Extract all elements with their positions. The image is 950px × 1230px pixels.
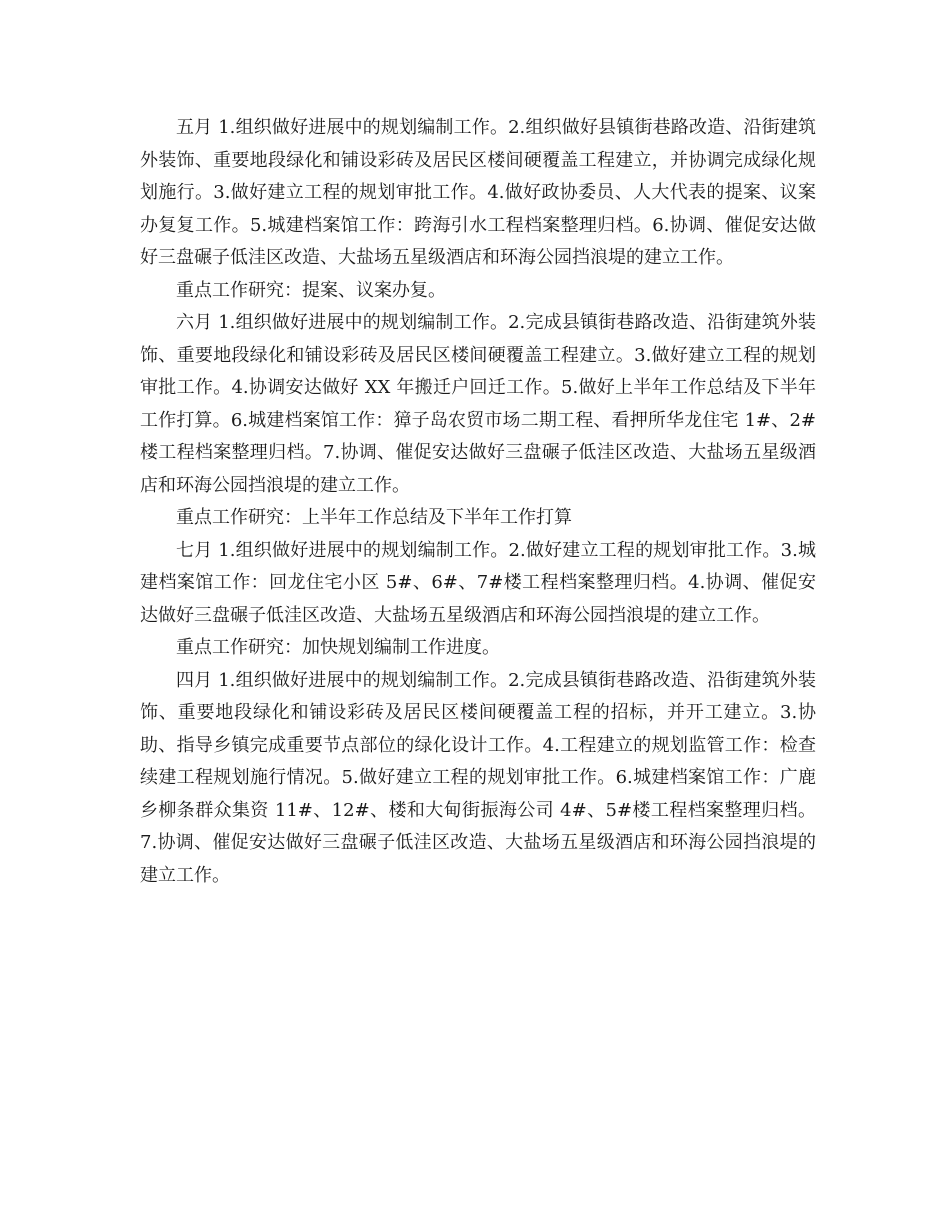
may-focus-paragraph: 重点工作研究：提案、议案办复。 (176, 279, 446, 301)
july-plan-paragraph: 七月 1.组织做好进展中的规划编制工作。2.做好建立工程的规划审批工作。3.城建档案馆工作：回龙住宅小区 5#、6#、7#楼工程档案整理归档。4.协调、催促安达做好三盘碾子低洼区改造、大盐场五星级酒店和环海公园挡浪堤的建立工作。 (140, 539, 816, 626)
july-focus-paragraph: 重点工作研究：加快规划编制工作进度。 (176, 637, 500, 658)
june-focus-paragraph: 重点工作研究：上半年工作总结及下半年工作打算 (176, 507, 572, 528)
document-body (140, 112, 816, 892)
may-plan-paragraph: 五月 1.组织做好进展中的规划编制工作。2.组织做好县镇街巷路改造、沿街建筑外装饰、重要地段绿化和铺设彩砖及居民区楼间硬覆盖工程建立，并协调完成绿化规划施行。3.做好建立工程的规划审批工作。4.做好政协委员、人大代表的提案、议案办复复工作。5.城建档案馆工作：跨海引水工程档案整理归档。6.协调、催促安达做好三盘碾子低洼区改造、大盐场五星级酒店和环海公园挡浪堤的建立工作。 (140, 117, 816, 268)
june-plan-paragraph: 六月 1.组织做好进展中的规划编制工作。2.完成县镇街巷路改造、沿街建筑外装饰、重要地段绿化和铺设彩砖及居民区楼间硬覆盖工程建立。3.做好建立工程的规划审批工作。4.协调安达做好 XX 年搬迁户回迁工作。5.做好上半年工作总结及下半年工作打算。6.城建档案馆工作：獐子岛农贸市场二期工程、看押所华龙住宅 1#、2#楼工程档案整理归档。7.协调、催促安达做好三盘碾子低洼区改造、大盐场五星级酒店和环海公园挡浪堤的建立工作。 (140, 312, 816, 496)
april-plan-paragraph: 四月 1.组织做好进展中的规划编制工作。2.完成县镇街巷路改造、沿街建筑外装饰、重要地段绿化和铺设彩砖及居民区楼间硬覆盖工程的招标，并开工建立。3.协助、指导乡镇完成重要节点部位的绿化设计工作。4.工程建立的规划监管工作：检查续建工程规划施行情况。5.做好建立工程的规划审批工作。6.城建档案馆工作：广鹿乡柳条群众集资 11#、12#、楼和大甸街振海公司 4#、5#楼工程档案整理归档。7.协调、催促安达做好三盘碾子低洼区改造、大盐场五星级酒店和环海公园挡浪堤的建立工作。 (140, 669, 816, 886)
